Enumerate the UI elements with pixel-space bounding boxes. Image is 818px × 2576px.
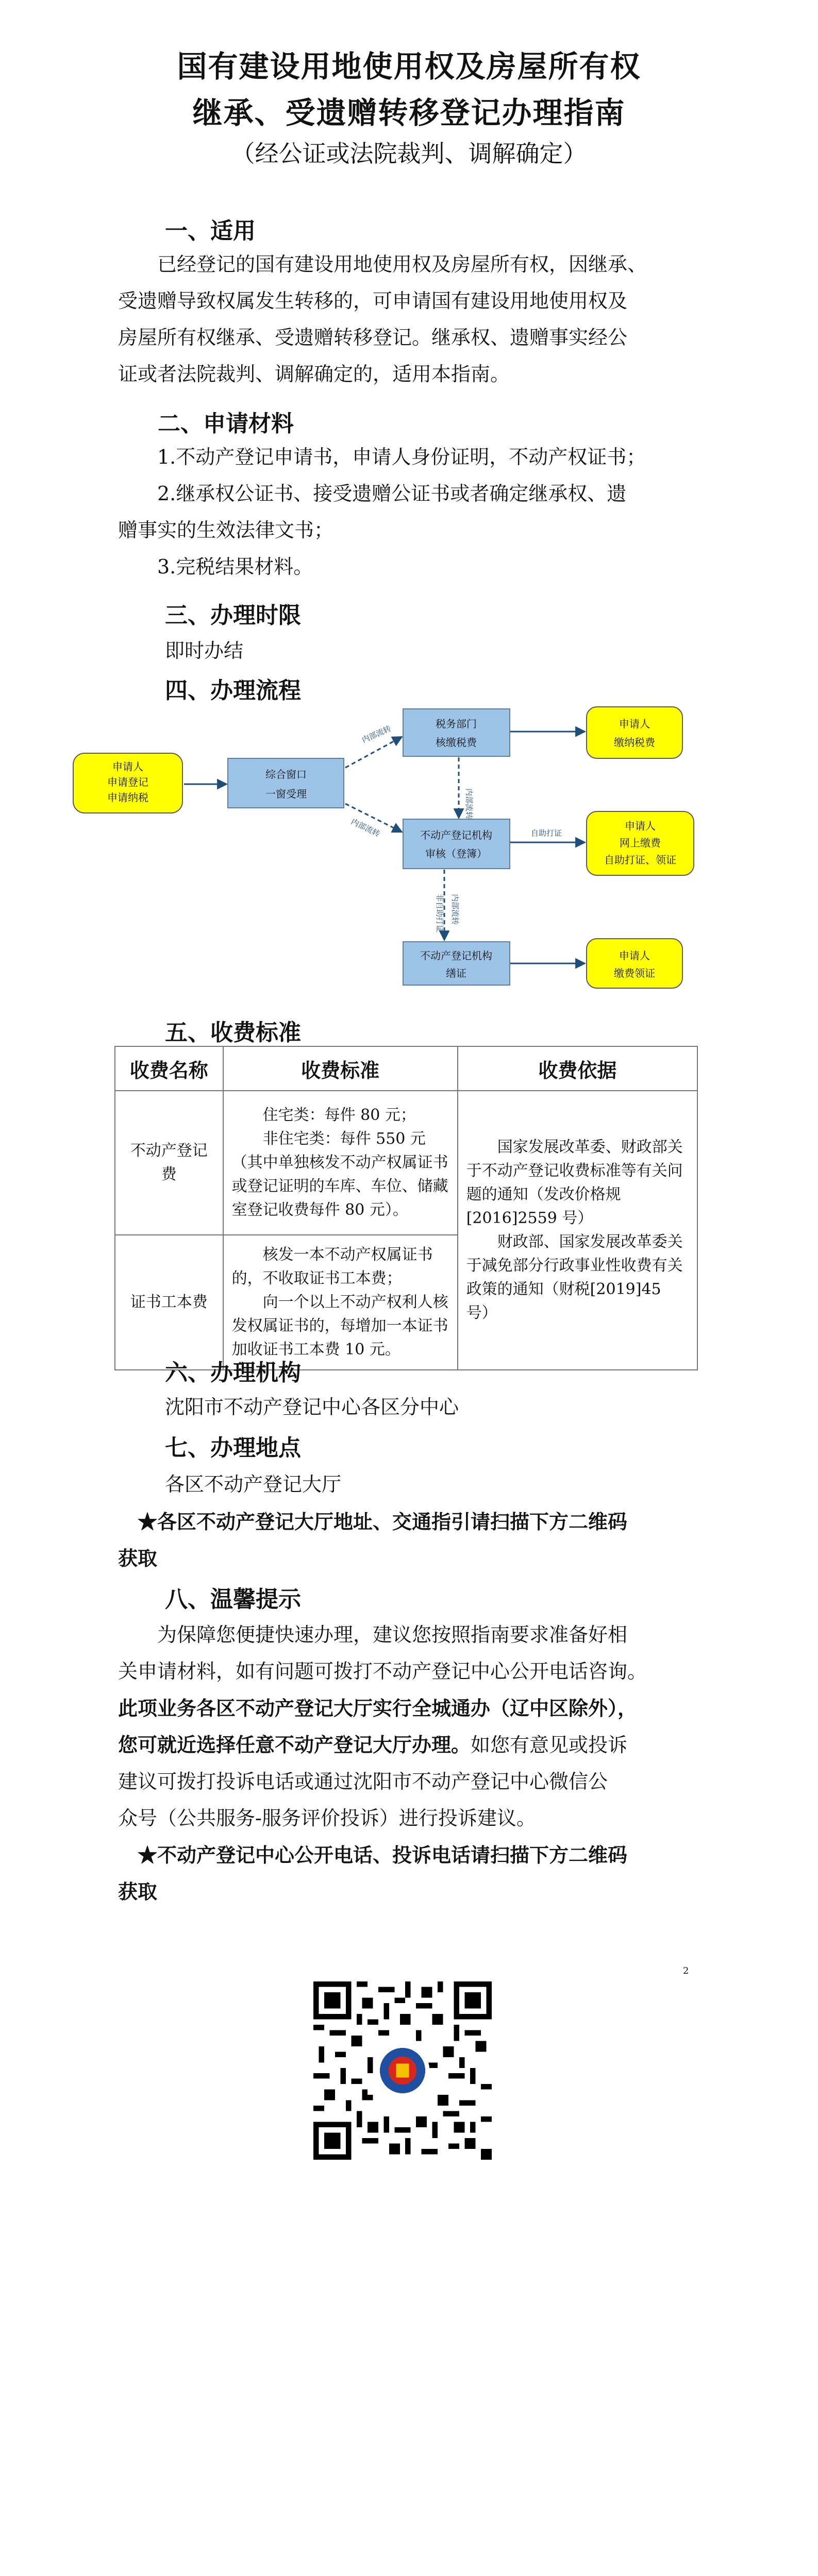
arrow-label: 内部流转: [464, 788, 474, 820]
section-heading-location: 七、办理地点: [165, 1435, 301, 1461]
box-text: 自助打证、领证: [604, 854, 676, 866]
doc-title-line1: 国有建设用地使用权及房屋所有权: [177, 49, 641, 84]
table-header: 收费标准: [223, 1046, 458, 1091]
material-item-2-cont: 赠事实的生效法律文书；: [118, 519, 334, 541]
applicability-line: 受遗赠导致权属发生转移的，可申请国有建设用地使用权及: [118, 290, 628, 312]
table-header-row: [115, 1046, 697, 1091]
fee-table: [114, 1046, 698, 1370]
box-review: [403, 819, 510, 869]
tips-line-bold: 您可就近选择任意不动产登记大厅办理。: [118, 1733, 471, 1756]
section-heading-fees: 五、收费标准: [165, 1020, 301, 1046]
flow-arrow-dashed: [345, 737, 402, 768]
doc-title-line2: 继承、受遗赠转移登记办理指南: [192, 95, 626, 130]
box-text: 申请人: [619, 718, 650, 730]
fee-standard-line: 住宅类：每件 80 元；: [262, 1106, 416, 1124]
fee-basis-line: 国家发展改革委、财政部关于不动产登记收费标准等有关问题的通知（发改价格规[2016]2559 号）: [466, 1138, 683, 1227]
section-heading-agency: 六、办理机构: [165, 1360, 301, 1386]
box-text: 申请人: [619, 950, 650, 962]
box-tax: [403, 709, 510, 756]
tips-line: 关申请材料，如有问题可拨打不动产登记中心公开电话咨询。: [118, 1660, 647, 1683]
box-text: 不动产登记机构: [420, 829, 492, 841]
box-text: 不动产登记机构: [420, 950, 492, 962]
tips-line: 如您有意见或投诉: [471, 1734, 628, 1756]
box-text: 综合窗口: [265, 768, 307, 781]
section-heading-time-limit: 三、办理时限: [165, 602, 301, 629]
box-text: 申请人: [625, 820, 656, 832]
fee-standard-line: 向一个以上不动产权利人核发权属证书的，每增加一本证书加收证书工本费 10 元。: [231, 1293, 448, 1359]
agency-text: 沈阳市不动产登记中心各区分中心: [165, 1396, 459, 1418]
applicability-line: 已经登记的国有建设用地使用权及房屋所有权，因继承、: [157, 253, 647, 276]
section-heading-materials: 二、申请材料: [158, 411, 294, 437]
box-text: 缮证: [446, 967, 466, 979]
tips-line: 建议可拨打投诉电话或通过沈阳市不动产登记中心微信公: [118, 1770, 608, 1793]
arrow-label: 内部流转: [360, 723, 393, 745]
box-text: 申请纳税: [107, 791, 148, 804]
tips-line-bold: 此项业务各区不动产登记大厅实行全城通办（辽中区除外），: [118, 1697, 638, 1720]
qr-note-line: ★各区不动产登记大厅地址、交通指引请扫描下方二维码: [138, 1510, 628, 1533]
box-text: 申请登记: [107, 776, 148, 788]
fee-basis-line: 财政部、国家发展改革委关于减免部分行政事业性收费有关政策的通知（财税[2019]45 号）: [466, 1233, 683, 1322]
time-limit-text: 即时办结: [165, 639, 244, 662]
tips-qr-note: 获取: [118, 1880, 158, 1903]
tips-paragraph: [118, 1617, 702, 1910]
arrow-label: 内部流转: [349, 817, 382, 839]
qr-code-icon: [313, 1981, 492, 2160]
box-window: [228, 758, 344, 808]
box-text: 网上缴费: [620, 837, 661, 849]
table-header: 收费依据: [458, 1046, 697, 1091]
process-flowchart: [0, 0, 818, 1010]
applicability-line: 证或者法院裁判、调解确定的，适用本指南。: [118, 363, 510, 385]
box-text: 缴费领证: [614, 967, 655, 979]
qr-note-line: 获取: [118, 1547, 158, 1570]
box-text: 税务部门: [436, 718, 477, 730]
arrow-label: 非自助打证: [435, 894, 444, 933]
table-row: [115, 1091, 697, 1235]
fee-standard-line: 非住宅类：每件 550 元（其中单独核发不动产权属证书或登记证明的车库、车位、储藏室登记收费每件 80 元）。: [231, 1130, 448, 1219]
location-qr-note: [118, 1503, 702, 1577]
applicability-line: 房屋所有权继承、受遗赠转移登记。继承权、遗赠事实经公: [118, 326, 628, 349]
location-text: 各区不动产登记大厅: [165, 1473, 342, 1496]
arrow-label: 内部流转: [450, 894, 460, 925]
doc-subtitle: （经公证或法院裁判、调解确定）: [231, 140, 587, 167]
section-heading-applicability: 一、适用: [165, 218, 256, 244]
material-item-1: 1.不动产登记申请书，申请人身份证明，不动产权证书；: [157, 446, 646, 468]
qr-code[interactable]: [313, 1981, 492, 2160]
material-item-3: 3.完税结果材料。: [157, 555, 313, 578]
table-header: 收费名称: [115, 1046, 223, 1091]
fee-name: 不动产登记费: [115, 1091, 223, 1235]
box-pay-tax: [587, 707, 682, 758]
fee-standard: [223, 1091, 458, 1235]
page-number: 2: [683, 1965, 689, 1976]
box-text: 审核（登簿）: [425, 848, 487, 860]
box-text: 缴纳税费: [614, 736, 655, 749]
section-heading-process: 四、办理流程: [165, 677, 301, 704]
box-text: 申请人: [112, 760, 143, 773]
tips-line: 为保障您便捷快速办理，建议您按照指南要求准备好相: [157, 1623, 628, 1646]
box-text: 一窗受理: [265, 788, 307, 800]
tips-line: 众号（公共服务-服务评价投诉）进行投诉建议。: [118, 1807, 536, 1829]
fee-name: 证书工本费: [115, 1235, 223, 1370]
box-text: 核缴税费: [436, 736, 477, 749]
tips-qr-note: ★不动产登记中心公开电话、投诉电话请扫描下方二维码: [138, 1843, 628, 1867]
fee-standard: [223, 1235, 458, 1370]
fee-standard-line: 核发一本不动产权属证书的，不收取证书工本费；: [231, 1246, 433, 1287]
arrow-label: 自助打证: [531, 828, 562, 838]
fee-basis: [458, 1091, 697, 1370]
section-heading-tips: 八、温馨提示: [165, 1586, 301, 1613]
box-pay-fee: [587, 939, 682, 988]
material-item-2: 2.继承权公证书、接受遗赠公证书或者确定继承权、遗: [157, 482, 627, 505]
